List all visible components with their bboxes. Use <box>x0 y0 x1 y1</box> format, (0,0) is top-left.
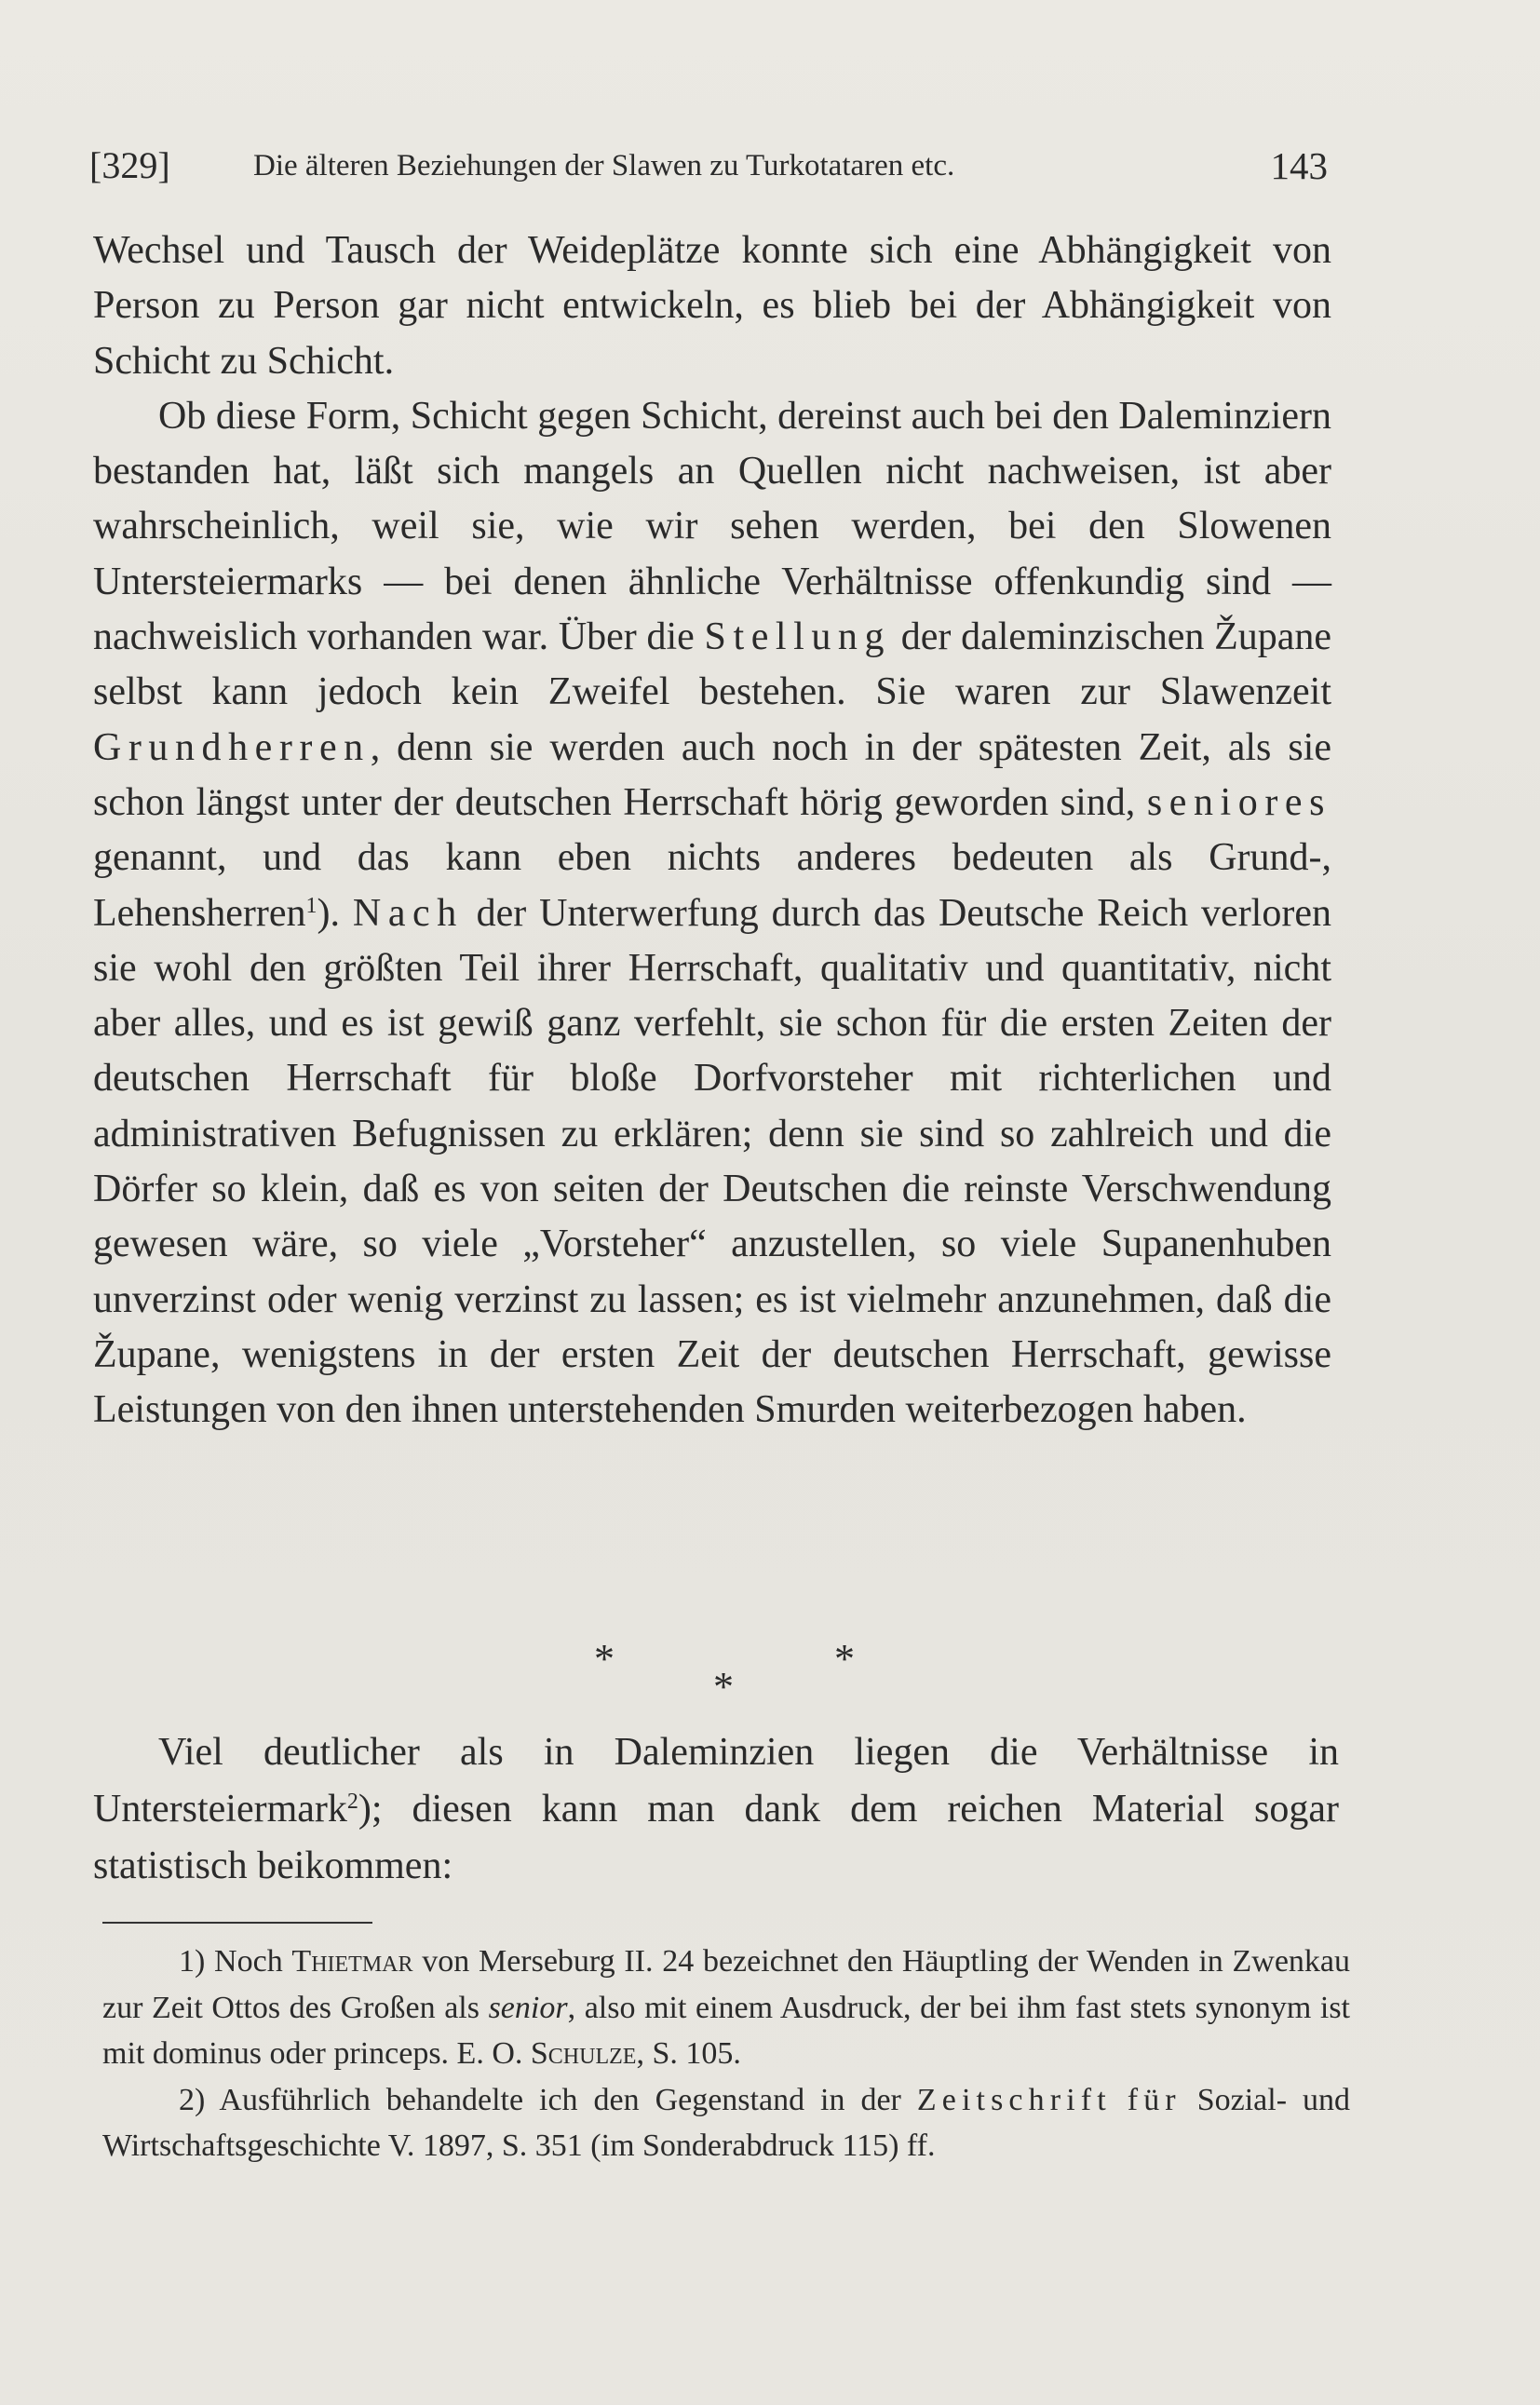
paragraph-daleminzier <box>93 389 1331 1439</box>
footnote-ref: 2 <box>346 1790 358 1814</box>
text-run: der Unterwerfung durch das Deutsche Reich verloren sie wohl den größten Teil ihrer Herrschaft, qualitativ und quantitativ, nicht aber alles, und es ist gewiß ganz verfehlt, sie schon für die ersten Zeiten der deutschen Herrschaft für bloße Dorfvorsteher mit richterlichen und administrativen Befugnissen zu erklären; denn sie sind so zahlreich und die Dörfer so klein, daß es von seiten der Deutschen die reinste Verschwendung gewesen wäre, so viele „Vorsteher“ anzustellen, so viele Supanenhuben unverzinst oder wenig verzinst zu lassen; es ist vielmehr anzunehmen, daß die Župane, wenigstens in der ersten Zeit der deutschen Herrschaft, gewisse Leistungen von den ihnen unterstehenden Smurden weiterbezogen haben. <box>93 891 1331 1432</box>
author-name: Thietmar <box>291 1944 413 1979</box>
section-separator <box>559 1635 885 1719</box>
text-run: Sozial- und Wirtschaftsgeschichte V. 1897, S. 351 (im Sonderabdruck 115) ff. <box>102 2082 1351 2163</box>
text-run <box>1112 2083 1128 2117</box>
text-run: der daleminzischen Župane selbst kann jedoch kein Zweifel bestehen. Sie waren zur Slawenzeit <box>93 615 1332 714</box>
text-run: ). <box>317 891 353 935</box>
italic-term: senior <box>488 1990 568 2025</box>
text-run: von Merseburg II. 24 bezeichnet den Häuptling der Wenden in Zwenkau zur Zeit Ottos des Großen als <box>102 1944 1351 2025</box>
author-name: Schulze <box>530 2036 637 2071</box>
spaced-emphasis: seniores <box>1146 780 1331 824</box>
running-title: Die älteren Beziehungen der Slawen zu Turkotataren etc. <box>253 149 955 182</box>
footnote-ref: 1 <box>305 893 317 918</box>
text-run: Viel deutlicher als in Daleminzien liegen die Verhältnisse in Untersteiermark <box>93 1731 1339 1831</box>
footnote-1 <box>102 1939 1350 2077</box>
asterisk: * <box>594 1636 615 1682</box>
spaced-emphasis: Grundherren <box>93 725 371 769</box>
footnote-rule <box>102 1922 372 1924</box>
spaced-emphasis: Nach <box>352 891 464 935</box>
text-run: , S. 105. <box>636 2036 741 2071</box>
asterisk: * <box>713 1664 734 1709</box>
spaced-emphasis: für <box>1127 2082 1182 2117</box>
paragraph-untersteiermark <box>93 1724 1339 1895</box>
footnotes <box>102 1939 1350 2169</box>
paragraph-continuation: Wechsel und Tausch der Weideplätze konnte sich eine Abhängigkeit von Person zu Person gar nicht entwickeln, es blieb bei der Abhängigkeit von Schicht zu Schicht. <box>93 229 1331 383</box>
page-number: 143 <box>1270 144 1328 187</box>
main-text <box>93 223 1331 1439</box>
footnote-2 <box>102 2077 1350 2169</box>
text-run: ); diesen kann man dank dem reichen Material sogar statistisch beikommen: <box>93 1788 1339 1887</box>
bracketed-page-number: [329] <box>89 144 170 186</box>
asterisk: * <box>834 1636 855 1682</box>
text-run: , denn sie werden auch noch in der spätesten Zeit, als sie schon längst unter der deutschen Herrschaft hörig geworden sind, <box>93 725 1331 824</box>
text-run: genannt, und das kann eben nichts anderes bedeuten als Grund-, Lehensherren <box>93 836 1331 935</box>
main-text-2 <box>93 1724 1339 1895</box>
spaced-emphasis: Zeitschrift <box>916 2082 1112 2117</box>
text-run: 2) Ausführlich behandelte ich den Gegenstand in der <box>179 2082 917 2117</box>
text-run: 1) Noch <box>179 1944 292 1979</box>
text-run: Ob diese Form, Schicht gegen Schicht, dereinst auch bei den Daleminziern bestanden hat, läßt sich mangels an Quellen nicht nachweisen, ist aber wahrscheinlich, weil sie, wie wir sehen werden, bei den Slowenen Untersteiermarks — bei denen ähnliche Verhältnisse offenkundig sind — nachweislich vorhanden war. Über die <box>93 394 1331 659</box>
text-run: , also mit einem Ausdruck, der bei ihm fast stets synonym ist mit dominus oder princeps. E. O. <box>102 1990 1350 2071</box>
spaced-emphasis: Stellung <box>704 615 892 659</box>
running-header <box>89 138 1328 194</box>
